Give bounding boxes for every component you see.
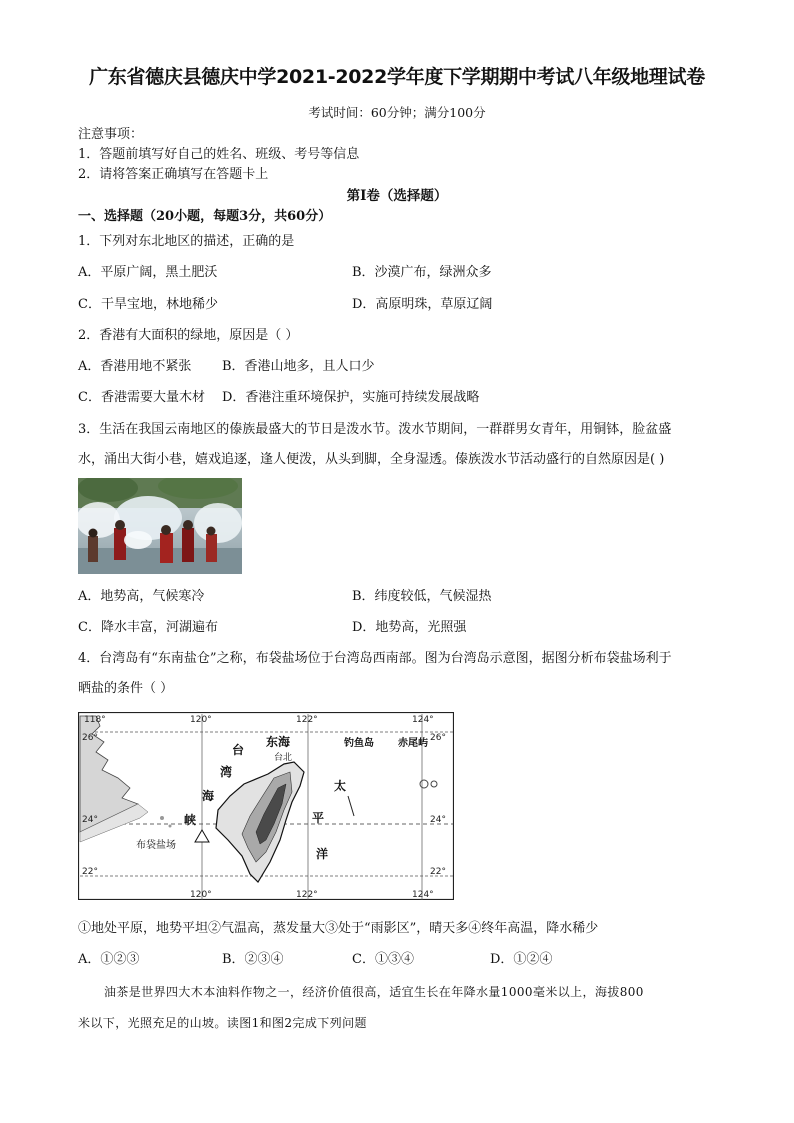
question-stem: 晒盐的条件（ ） — [78, 681, 174, 696]
note-item: 1．答题前填写好自己的姓名、班级、考号等信息 — [78, 147, 360, 162]
passage-line: 米以下，光照充足的山坡。读图1和图2完成下列问题 — [78, 1016, 367, 1030]
conditions-list: ①地处平原，地势平坦②气温高，蒸发量大③处于“雨影区”，晴天多④终年高温，降水稀少 — [78, 921, 599, 936]
lat-label: 24° — [430, 815, 446, 825]
question-stem: 2．香港有大面积的绿地，原因是（ ） — [78, 328, 299, 343]
lon-label: 120° — [190, 715, 212, 725]
lat-label: 26° — [430, 733, 446, 743]
page-title: 广东省德庆县德庆中学2021-2022学年度下学期期中考试八年级地理试卷 — [89, 66, 705, 88]
option: D．地势高，光照强 — [352, 620, 467, 635]
diaoyu-label: 钓鱼岛 — [344, 738, 374, 749]
option: B．纬度较低，气候湿热 — [352, 589, 492, 604]
lat-label: 22° — [430, 867, 446, 877]
strait-label: 海 — [202, 789, 215, 803]
option: B．沙漠广布，绿洲众多 — [352, 265, 492, 280]
option: C．香港需要大量木材 — [78, 390, 205, 405]
exam-info: 考试时间：60分钟；满分100分 — [308, 105, 486, 120]
pacific-label: 洋 — [316, 847, 329, 861]
option: C．①③④ — [352, 952, 414, 967]
option: A．香港用地不紧张 — [78, 359, 192, 374]
strait-label: 峡 — [184, 813, 197, 827]
lat-label: 22° — [82, 867, 98, 877]
taipei-label: 台北 — [274, 753, 293, 763]
lat-label: 26° — [82, 733, 98, 743]
option: B．香港山地多，且人口少 — [222, 359, 375, 374]
passage-line: 油茶是世界四大木本油料作物之一，经济价值很高，适宜生长在年降水量1000毫米以上，海拔800 — [104, 985, 644, 999]
option: C．干旱宝地，林地稀少 — [78, 297, 218, 312]
note-item: 2．请将答案正确填写在答题卡上 — [78, 167, 269, 182]
option: D．高原明珠，草原辽阔 — [352, 297, 493, 312]
lon-label: 122° — [296, 715, 318, 725]
option: A．①②③ — [78, 952, 140, 967]
lat-label: 24° — [82, 815, 98, 825]
strait-label: 台 — [232, 743, 245, 757]
taiwan-map — [78, 712, 454, 900]
option: A．地势高，气候寒冷 — [78, 589, 205, 604]
option: A．平原广阔，黑土肥沃 — [78, 265, 218, 280]
question-stem: 1．下列对东北地区的描述，正确的是 — [78, 234, 295, 249]
lon-label: 118° — [84, 715, 106, 725]
lon-label: 122° — [296, 890, 318, 900]
strait-label: 湾 — [220, 765, 233, 779]
question-stem: 4．台湾岛有“东南盐仓”之称，布袋盐场位于台湾岛西南部。图为台湾岛示意图，据图分析布袋盐场利于 — [78, 651, 672, 666]
question-stem: 3．生活在我国云南地区的傣族最盛大的节日是泼水节。泼水节期间，一群群男女青年，用铜钵，脸盆盛 — [78, 422, 672, 437]
budai-label: 布袋盐场 — [136, 840, 176, 851]
lon-label: 120° — [190, 890, 212, 900]
option: B．②③④ — [222, 952, 284, 967]
option: D．香港注重环境保护，实施可持续发展战略 — [222, 390, 480, 405]
section-heading: 一、选择题（20小题，每题3分，共60分） — [78, 209, 332, 224]
pacific-label: 太 — [334, 779, 347, 793]
east-sea-label: 东海 — [266, 735, 291, 749]
part-title: 第I卷（选择题） — [346, 188, 448, 204]
pacific-label: 平 — [312, 811, 325, 825]
lon-label: 124° — [412, 715, 434, 725]
water-festival-photo — [78, 478, 242, 574]
option: C．降水丰富，河湖遍布 — [78, 620, 218, 635]
notes-heading: 注意事项： — [78, 127, 144, 142]
question-stem: 水，涌出大街小巷，嬉戏追逐，逢人便泼，从头到脚，全身湿透。傣族泼水节活动盛行的自然原因是( ) — [78, 452, 665, 467]
chiwei-label: 赤尾屿 — [398, 738, 428, 749]
lon-label: 124° — [412, 890, 434, 900]
option: D．①②④ — [490, 952, 553, 967]
